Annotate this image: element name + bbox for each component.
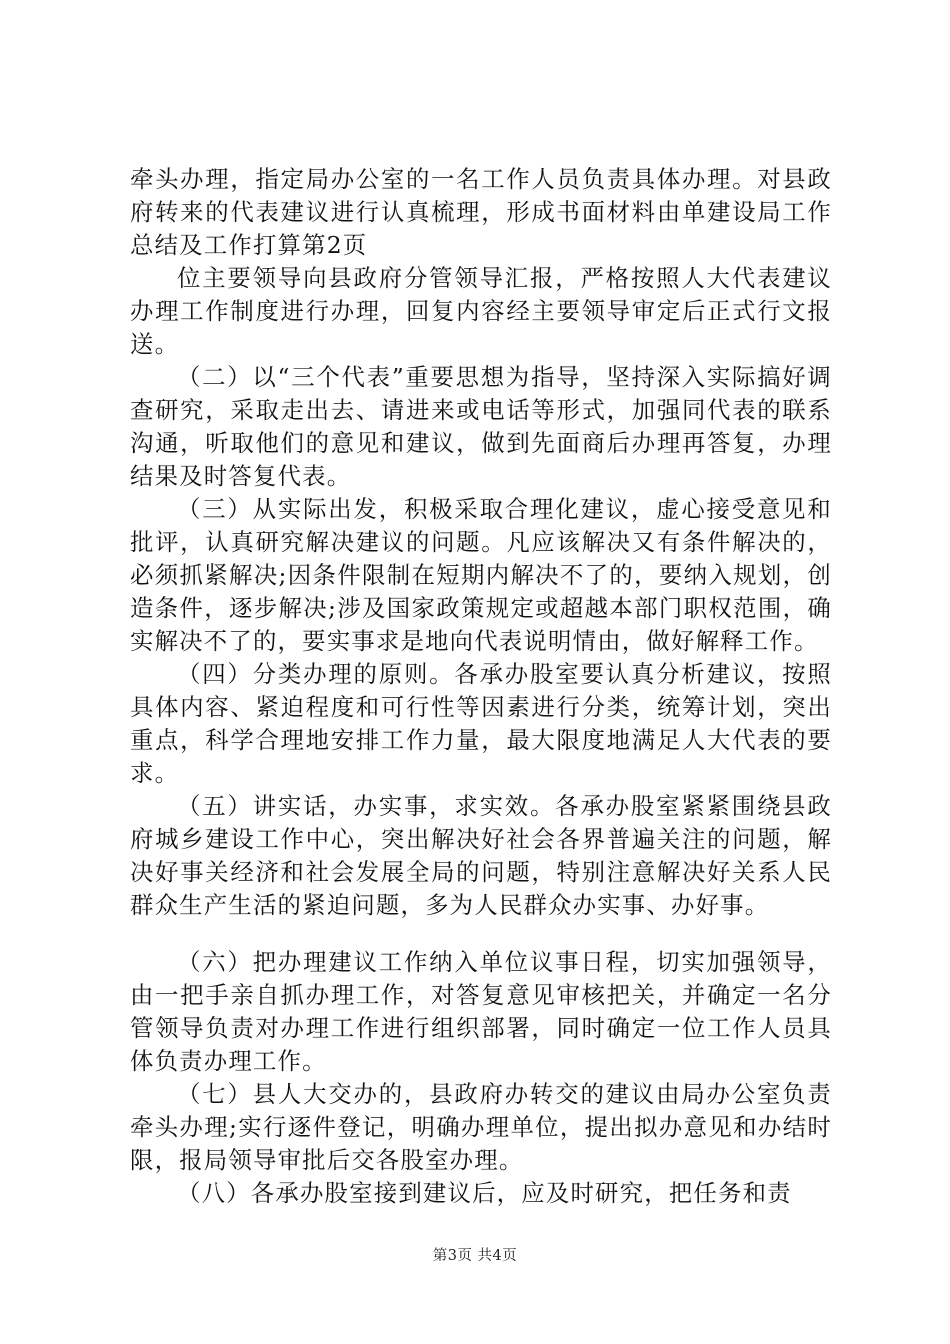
document-body [130, 163, 832, 1210]
paragraph-item-7: （七）县人大交办的，县政府办转交的建议由局办公室负责牵头办理;实行逐件登记，明确办理单位，提出拟办意见和办结时限，报局领导审批后交各股室办理。 [130, 1080, 832, 1174]
paragraph-item-6: （六）把办理建议工作纳入单位议事日程，切实加强领导，由一把手亲自抓办理工作，对答复意见审核把关，并确定一名分管领导负责对办理工作进行组织部署，同时确定一位工作人员具体负责办理工作。 [130, 948, 832, 1075]
paragraph-continuation: 牵头办理，指定局办公室的一名工作人员负责具体办理。对县政府转来的代表建议进行认真梳理，形成书面材料由单建设局工作总结及工作打算第2页 [130, 165, 832, 259]
paragraph-report: 位主要领导向县政府分管领导汇报，严格按照人大代表建议办理工作制度进行办理，回复内容经主要领导审定后正式行文报送。 [130, 264, 832, 358]
paragraph-item-3: （三）从实际出发，积极采取合理化建议，虚心接受意见和批评，认真研究解决建议的问题。凡应该解决又有条件解决的，必须抓紧解决;因条件限制在短期内解决不了的，要纳入规划，创造条件，逐步解决;涉及国家政策规定或超越本部门职权范围，确实解决不了的，要实事求是地向代表说明情由，做好解释工作。 [130, 495, 832, 655]
paragraph-item-5: （五）讲实话，办实事，求实效。各承办股室紧紧围绕县政府城乡建设工作中心，突出解决好社会各界普遍关注的问题，解决好事关经济和社会发展全局的问题，特别注意解决好关系人民群众生产生活的紧迫问题，多为人民群众办实事、办好事。 [130, 792, 832, 919]
paragraph-item-4: （四）分类办理的原则。各承办股室要认真分析建议，按照具体内容、紧迫程度和可行性等因素进行分类，统筹计划，突出重点，科学合理地安排工作力量，最大限度地满足人大代表的要求。 [130, 660, 832, 787]
page-footer: 第3页 共4页 [432, 1248, 518, 1264]
paragraph-item-8: （八）各承办股室接到建议后，应及时研究，把任务和责 [177, 1179, 792, 1207]
paragraph-item-2: （二）以“三个代表”重要思想为指导，坚持深入实际搞好调查研究，采取走出去、请进来或电话等形式，加强同代表的联系沟通，听取他们的意见和建议，做到先面商后办理再答复，办理结果及时答复代表。 [130, 363, 832, 490]
